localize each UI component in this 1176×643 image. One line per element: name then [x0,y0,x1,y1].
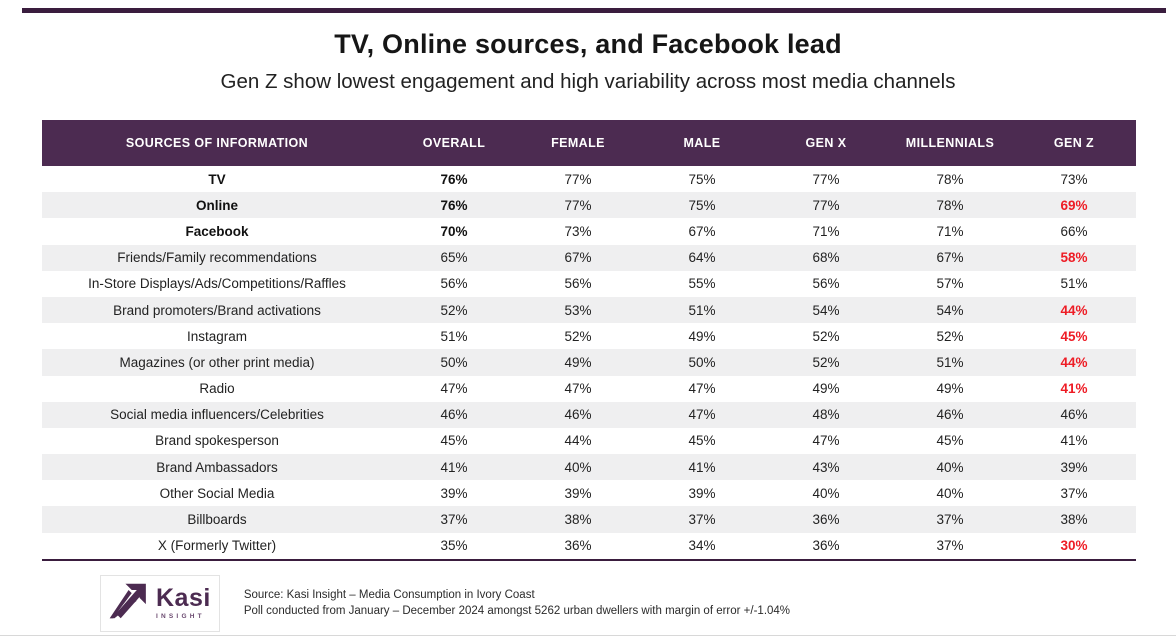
source-line-1: Source: Kasi Insight – Media Consumption in Ivory Coast [243,589,535,602]
row-label: Friends/Family recommendations [117,250,317,266]
value-cell: 46% [440,407,468,423]
column-header-millennials: MILLENNIALS [905,136,995,150]
table-row [42,376,1136,402]
value-cell: 51% [440,328,468,344]
value-cell: 36% [564,538,592,554]
value-cell: 67% [688,223,716,239]
value-cell: 41% [440,459,468,475]
table-row [42,245,1136,271]
value-cell: 50% [440,354,468,370]
value-cell: 47% [688,407,716,423]
value-cell: 39% [564,485,592,501]
table-row [42,480,1136,506]
column-header-genx: GEN X [805,136,847,150]
table-bottom-rule [42,559,1136,561]
value-cell: 78% [936,197,964,213]
value-cell: 47% [688,381,716,397]
value-cell: 49% [812,381,840,397]
top-accent-bar [22,8,1166,13]
value-cell: 44% [564,433,592,449]
value-cell: 45% [688,433,716,449]
kasi-brand-subname: INSIGHT [156,613,205,621]
row-label: Social media influencers/Celebrities [110,407,324,423]
value-cell: 58% [1060,250,1088,266]
value-cell: 43% [812,459,840,475]
table-row [42,402,1136,428]
value-cell: 46% [1060,407,1088,423]
column-header-female: FEMALE [551,136,605,150]
value-cell: 40% [936,485,964,501]
value-cell: 44% [1060,302,1088,318]
value-cell: 70% [440,223,468,239]
row-label: X (Formerly Twitter) [157,538,277,554]
value-cell: 39% [440,485,468,501]
value-cell: 38% [564,512,592,528]
source-line-2: Poll conducted from January – December 2024 amongst 5262 urban dwellers with margin of error +/-1.04% [243,605,791,618]
column-header-sources: SOURCES OF INFORMATION [125,136,309,150]
table-row [42,428,1136,454]
table-row [42,506,1136,532]
table-body [42,166,1136,559]
value-cell: 64% [688,250,716,266]
value-cell: 47% [440,381,468,397]
row-label: TV [208,171,226,187]
value-cell: 47% [812,433,840,449]
value-cell: 37% [440,512,468,528]
value-cell: 52% [812,328,840,344]
value-cell: 66% [1060,223,1088,239]
value-cell: 37% [688,512,716,528]
value-cell: 77% [564,171,592,187]
column-header-male: MALE [683,136,721,150]
row-label: Brand spokesperson [155,433,279,449]
footer [100,575,1176,632]
value-cell: 53% [564,302,592,318]
value-cell: 37% [1060,485,1088,501]
value-cell: 52% [440,302,468,318]
kasi-brand-name: Kasi [156,584,211,613]
value-cell: 41% [1060,433,1088,449]
value-cell: 51% [936,354,964,370]
row-label: In-Store Displays/Ads/Competitions/Raffles [88,276,346,292]
table-row [42,192,1136,218]
value-cell: 45% [440,433,468,449]
value-cell: 55% [688,276,716,292]
value-cell: 37% [936,512,964,528]
value-cell: 38% [1060,512,1088,528]
value-cell: 54% [812,302,840,318]
value-cell: 75% [688,197,716,213]
value-cell: 51% [688,302,716,318]
value-cell: 36% [812,512,840,528]
value-cell: 54% [936,302,964,318]
table-row [42,166,1136,192]
value-cell: 73% [564,223,592,239]
value-cell: 41% [688,459,716,475]
value-cell: 35% [440,538,468,554]
value-cell: 71% [812,223,840,239]
value-cell: 39% [688,485,716,501]
value-cell: 44% [1060,354,1088,370]
value-cell: 69% [1060,197,1088,213]
value-cell: 56% [564,276,592,292]
value-cell: 51% [1060,276,1088,292]
row-label: Facebook [185,223,249,239]
table-row [42,297,1136,323]
value-cell: 73% [1060,171,1088,187]
row-label: Instagram [186,328,248,344]
row-label: Other Social Media [159,485,275,501]
value-cell: 46% [564,407,592,423]
value-cell: 57% [936,276,964,292]
value-cell: 75% [688,171,716,187]
table-header-row [42,120,1136,166]
value-cell: 65% [440,250,468,266]
value-cell: 76% [440,197,468,213]
value-cell: 39% [1060,459,1088,475]
page-subtitle: Gen Z show lowest engagement and high variability across most media channels [220,70,956,93]
row-label: Brand Ambassadors [156,459,278,475]
value-cell: 40% [564,459,592,475]
row-label: Online [195,197,238,213]
value-cell: 47% [564,381,592,397]
value-cell: 49% [688,328,716,344]
table-row [42,218,1136,244]
kasi-logo-text [156,586,211,620]
table-row [42,271,1136,297]
value-cell: 40% [812,485,840,501]
value-cell: 48% [812,407,840,423]
value-cell: 52% [564,328,592,344]
row-label: Billboards [187,512,247,528]
table-row [42,323,1136,349]
data-table [42,120,1136,561]
column-header-genz: GEN Z [1053,136,1095,150]
value-cell: 40% [936,459,964,475]
row-label: Brand promoters/Brand activations [113,302,321,318]
value-cell: 77% [564,197,592,213]
value-cell: 56% [812,276,840,292]
bottom-divider [0,635,1176,636]
value-cell: 41% [1060,381,1088,397]
value-cell: 52% [812,354,840,370]
row-label: Radio [199,381,235,397]
table-row [42,533,1136,559]
value-cell: 37% [936,538,964,554]
value-cell: 67% [564,250,592,266]
page-title: TV, Online sources, and Facebook lead [334,29,842,59]
value-cell: 36% [812,538,840,554]
value-cell: 45% [936,433,964,449]
value-cell: 49% [936,381,964,397]
table-row [42,349,1136,375]
value-cell: 30% [1060,538,1088,554]
kasi-logo-arrow-icon [105,579,149,628]
value-cell: 49% [564,354,592,370]
value-cell: 71% [936,223,964,239]
source-note [244,587,790,619]
value-cell: 56% [440,276,468,292]
kasi-insight-logo [100,575,220,632]
value-cell: 77% [812,171,840,187]
value-cell: 46% [936,407,964,423]
value-cell: 68% [812,250,840,266]
value-cell: 67% [936,250,964,266]
value-cell: 50% [688,354,716,370]
value-cell: 78% [936,171,964,187]
value-cell: 34% [688,538,716,554]
row-label: Magazines (or other print media) [119,354,315,370]
table-row [42,454,1136,480]
value-cell: 77% [812,197,840,213]
value-cell: 45% [1060,328,1088,344]
column-header-overall: OVERALL [422,136,486,150]
value-cell: 52% [936,328,964,344]
value-cell: 76% [440,171,468,187]
